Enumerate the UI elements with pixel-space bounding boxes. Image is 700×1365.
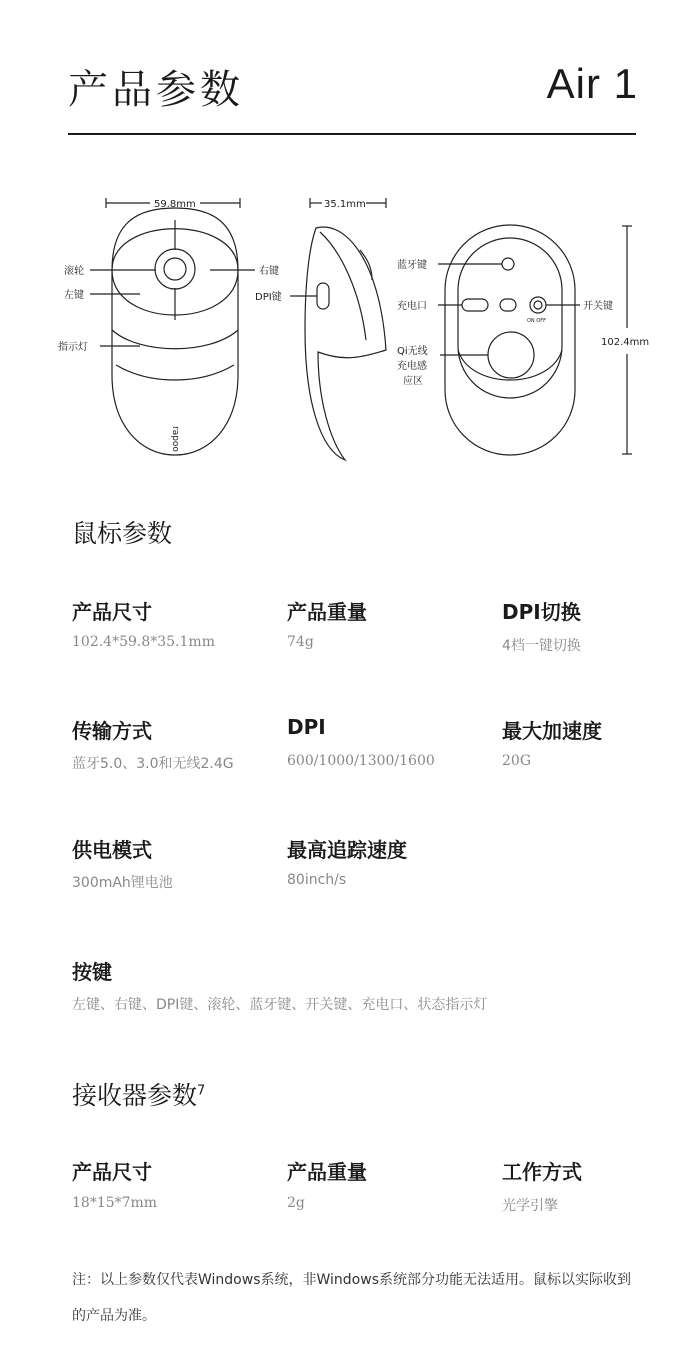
bottom-view-body [445, 225, 575, 455]
spec-value: 102.4*59.8*35.1mm [72, 634, 215, 650]
spec-label: 最大加速度 [502, 719, 602, 743]
spec-label: 产品重量 [287, 600, 367, 624]
label-scroll-wheel: 滚轮 [64, 266, 84, 277]
spec-label: DPI切换 [502, 600, 581, 624]
height-dimension: 102.4mm [601, 337, 650, 348]
spec-value: 300mAh锂电池 [72, 875, 173, 891]
side-view-body [305, 227, 386, 460]
spec-value: 80inch/s [287, 872, 347, 888]
mouse-logo: rapoo [170, 426, 180, 452]
label-qi-line1: Qi无线 [397, 346, 428, 357]
spec-value: 左键、右键、DPI键、滚轮、蓝牙键、开关键、充电口、状态指示灯 [72, 997, 488, 1013]
label-dpi-button: DPI键 [255, 292, 282, 303]
footnote-marker: 7 [197, 1083, 206, 1099]
label-power-switch: 开关键 [583, 301, 613, 312]
label-indicator: 指示灯 [58, 342, 88, 353]
spec-label: DPI [287, 715, 326, 739]
spec-label: 产品尺寸 [72, 600, 152, 624]
label-bluetooth-button: 蓝牙键 [397, 260, 427, 271]
width-dimension: 59.8mm [154, 199, 196, 210]
label-qi-line3: 应区 [403, 376, 423, 387]
footnote: 注：以上参数仅代表Windows系统，非Windows系统部分功能无法适用。鼠标以实际收到的产品为准。 [72, 1272, 631, 1324]
page-title: 产品参数 [68, 67, 244, 113]
spec-label: 最高追踪速度 [287, 838, 407, 862]
receiver-section-title: 接收器参数$^7$ [72, 1081, 206, 1110]
depth-dimension: 35.1mm [324, 199, 366, 210]
mouse-section-title: 鼠标参数 [72, 519, 173, 548]
spec-value: 18*15*7mm [72, 1195, 158, 1211]
spec-label: 工作方式 [502, 1160, 582, 1184]
spec-value: 2g [287, 1195, 305, 1211]
label-left-button: 左键 [64, 290, 84, 301]
spec-label: 按键 [72, 960, 112, 984]
mouse-diagram [0, 180, 700, 470]
label-charge-port: 充电口 [397, 301, 427, 312]
spec-label: 传输方式 [72, 719, 152, 743]
spec-label: 供电模式 [72, 838, 152, 862]
label-right-button: 右键 [259, 266, 279, 277]
label-qi-line2: 充电感 [397, 361, 427, 372]
spec-value: 蓝牙5.0、3.0和无线2.4G [72, 756, 234, 772]
spec-value: 74g [287, 634, 314, 650]
divider [68, 133, 636, 135]
spec-value: 4档一键切换 [502, 638, 581, 654]
switch-marks: ON OFF [527, 318, 546, 324]
spec-value: 光学引擎 [502, 1198, 558, 1214]
spec-label: 产品重量 [287, 1160, 367, 1184]
spec-value: 600/1000/1300/1600 [287, 753, 435, 769]
spec-label: 产品尺寸 [72, 1160, 152, 1184]
brand-logo: Air 1 [546, 60, 638, 107]
spec-value: 20G [502, 753, 531, 769]
